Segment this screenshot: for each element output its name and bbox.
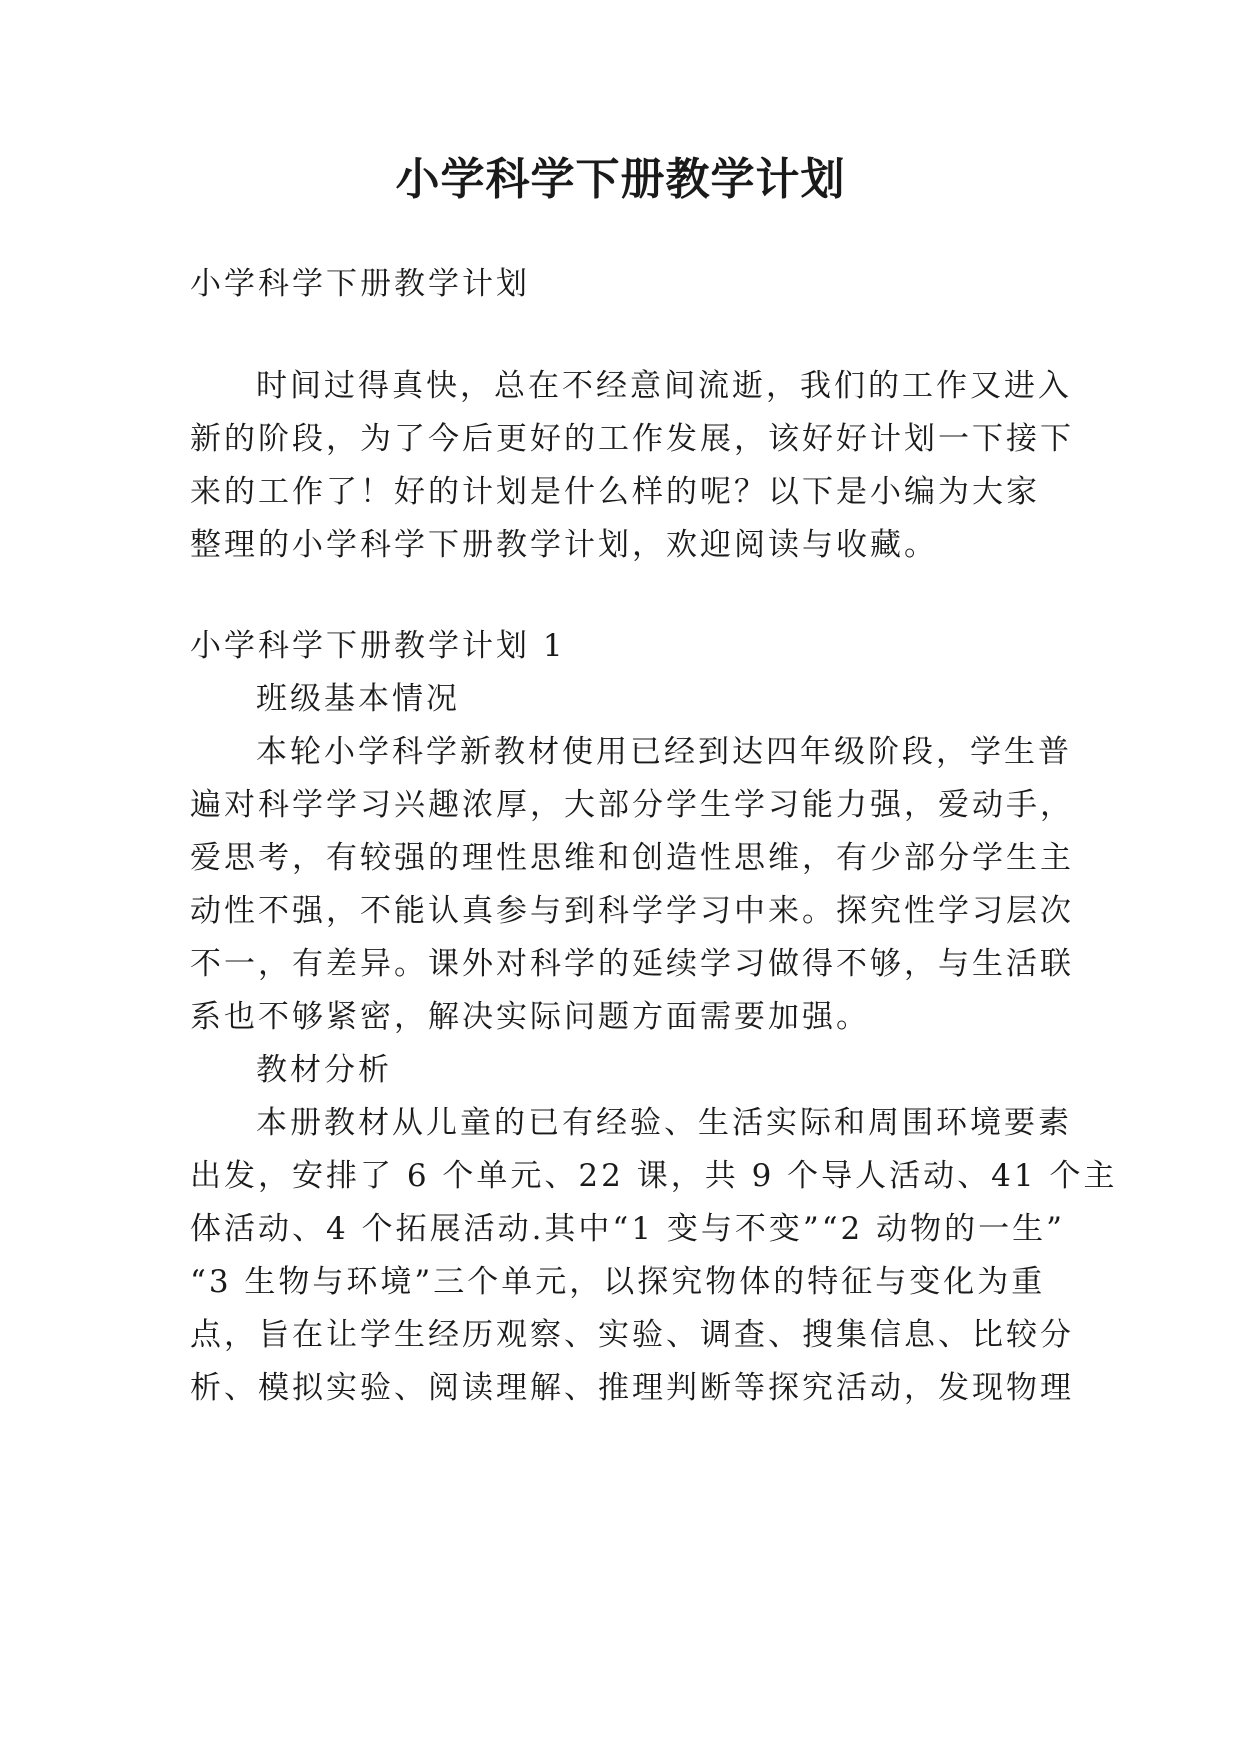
material-line: 点，旨在让学生经历观察、实验、调查、搜集信息、比较分 <box>190 1317 1074 1353</box>
class-line: 不一，有差异。课外对科学的延续学习做得不够，与生活联 <box>190 946 1074 982</box>
class-line: 动性不强，不能认真参与到科学学习中来。探究性学习层次 <box>190 893 1074 929</box>
material-line: “3 生物与环境”三个单元，以探究物体的特征与变化为重 <box>190 1264 1046 1300</box>
material-line: 出发，安排了 6 个单元、22 课，共 9 个导人活动、41 个主 <box>190 1158 1118 1194</box>
document-subtitle: 小学科学下册教学计划 <box>190 266 530 302</box>
intro-line: 来的工作了！好的计划是什么样的呢？以下是小编为大家 <box>190 474 1040 510</box>
section-title: 小学科学下册教学计划 1 <box>190 628 566 664</box>
intro-line: 新的阶段，为了今后更好的工作发展，该好好计划一下接下 <box>190 421 1074 457</box>
intro-line: 时间过得真快，总在不经意间流逝，我们的工作又进入 <box>256 368 1072 404</box>
material-line: 本册教材从儿童的已有经验、生活实际和周围环境要素 <box>256 1105 1072 1141</box>
class-line: 遍对科学学习兴趣浓厚，大部分学生学习能力强，爱动手， <box>190 787 1074 823</box>
document-title: 小学科学下册教学计划 <box>395 154 846 205</box>
material-line: 析、模拟实验、阅读理解、推理判断等探究活动，发现物理 <box>190 1370 1074 1406</box>
class-line: 本轮小学科学新教材使用已经到达四年级阶段，学生普 <box>256 734 1072 770</box>
class-line: 爱思考，有较强的理性思维和创造性思维，有少部分学生主 <box>190 840 1074 876</box>
class-line: 系也不够紧密，解决实际问题方面需要加强。 <box>190 999 870 1035</box>
section-heading-material: 教材分析 <box>256 1052 392 1088</box>
section-heading-class: 班级基本情况 <box>256 681 460 717</box>
material-line: 体活动、4 个拓展活动.其中“1 变与不变”“2 动物的一生” <box>190 1211 1065 1247</box>
intro-line: 整理的小学科学下册教学计划，欢迎阅读与收藏。 <box>190 527 938 563</box>
